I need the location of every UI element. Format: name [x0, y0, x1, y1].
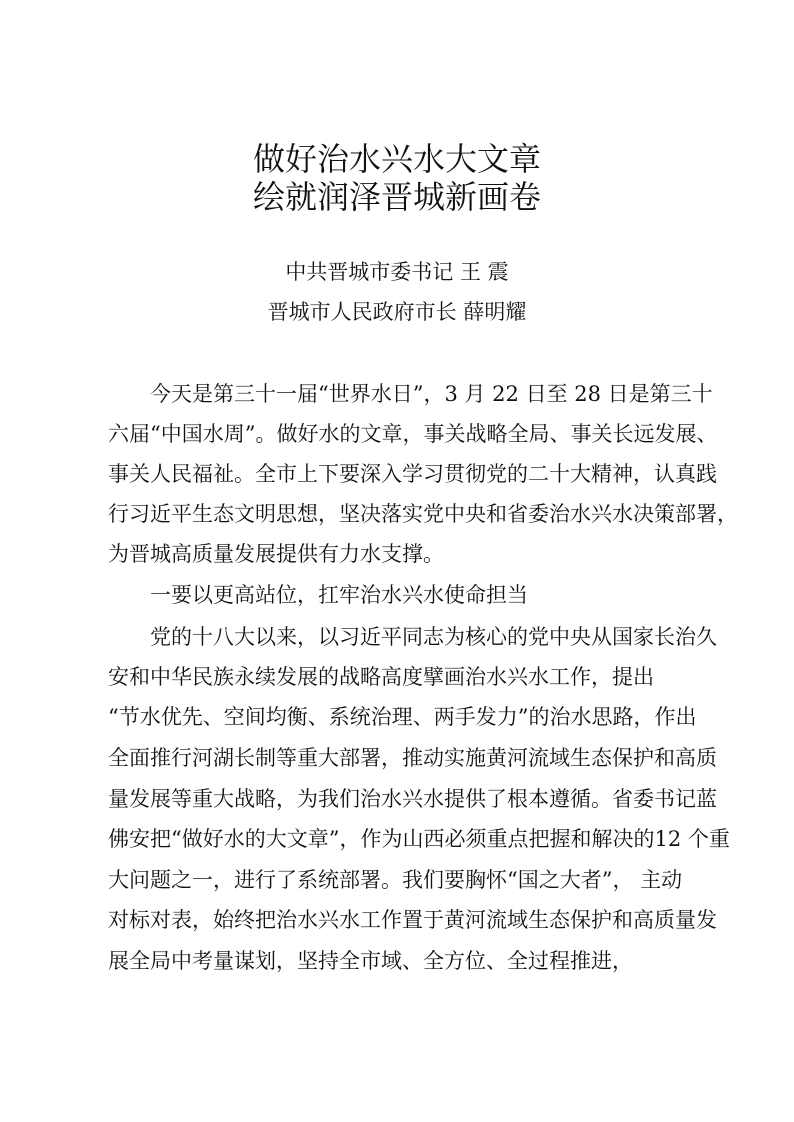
title-line-1: 做好治水兴水大文章: [252, 140, 541, 178]
paragraph-1-line: 六届“中国水周”。做好水的文章，事关战略全局、事关长远发展、: [108, 422, 718, 446]
paragraph-1-line: 事关人民福祉。全市上下要深入学习贯彻党的二十大精神，认真践: [108, 462, 717, 486]
paragraph-2-line: 全面推行河湖长制等重大部署，推动实施黄河流域生态保护和高质: [108, 746, 717, 770]
paragraph-2-line: 安和中华民族永续发展的战略高度擘画治水兴水工作，提出: [108, 665, 654, 689]
author-party-secretary: 中共晋城市委书记 王 震: [285, 260, 509, 284]
paragraph-2-line: 对标对表，始终把治水兴水工作置于黄河流域生态保护和高质量发: [108, 908, 717, 932]
paragraph-2-line: 佛安把“做好水的大文章”，作为山西必须重点把握和解决的12 个重: [108, 827, 730, 851]
paragraph-2-line: “节水优先、空间均衡、系统治理、两手发力”的治水思路，作出: [108, 705, 697, 729]
paragraph-2-line: 量发展等重大战略，为我们治水兴水提供了根本遵循。省委书记蓝: [108, 787, 717, 811]
paragraph-1-line: 行习近平生态文明思想，坚决落实党中央和省委治水兴水决策部署，: [108, 502, 738, 526]
paragraph-1-line: 为晋城高质量发展提供有力水支撑。: [108, 542, 444, 566]
paragraph-2-line: 展全局中考量谋划，坚持全市域、全方位、全过程推进，: [108, 949, 633, 973]
paragraph-1-line: 今天是第三十一届“世界水日”，3 月 22 日至 28 日是第三十: [150, 382, 713, 406]
title-line-2: 绘就润泽晋城新画卷: [252, 178, 541, 216]
paragraph-2-line: 大问题之一，进行了系统部署。我们要胸怀“国之大者”， 主动: [108, 868, 683, 892]
paragraph-2-line: 党的十八大以来，以习近平同志为核心的党中央从国家长治久: [150, 625, 717, 649]
author-mayor: 晋城市人民政府市长 薛明耀: [267, 300, 527, 324]
section-heading-1: 一要以更高站位，扛牢治水兴水使命担当: [150, 583, 528, 607]
